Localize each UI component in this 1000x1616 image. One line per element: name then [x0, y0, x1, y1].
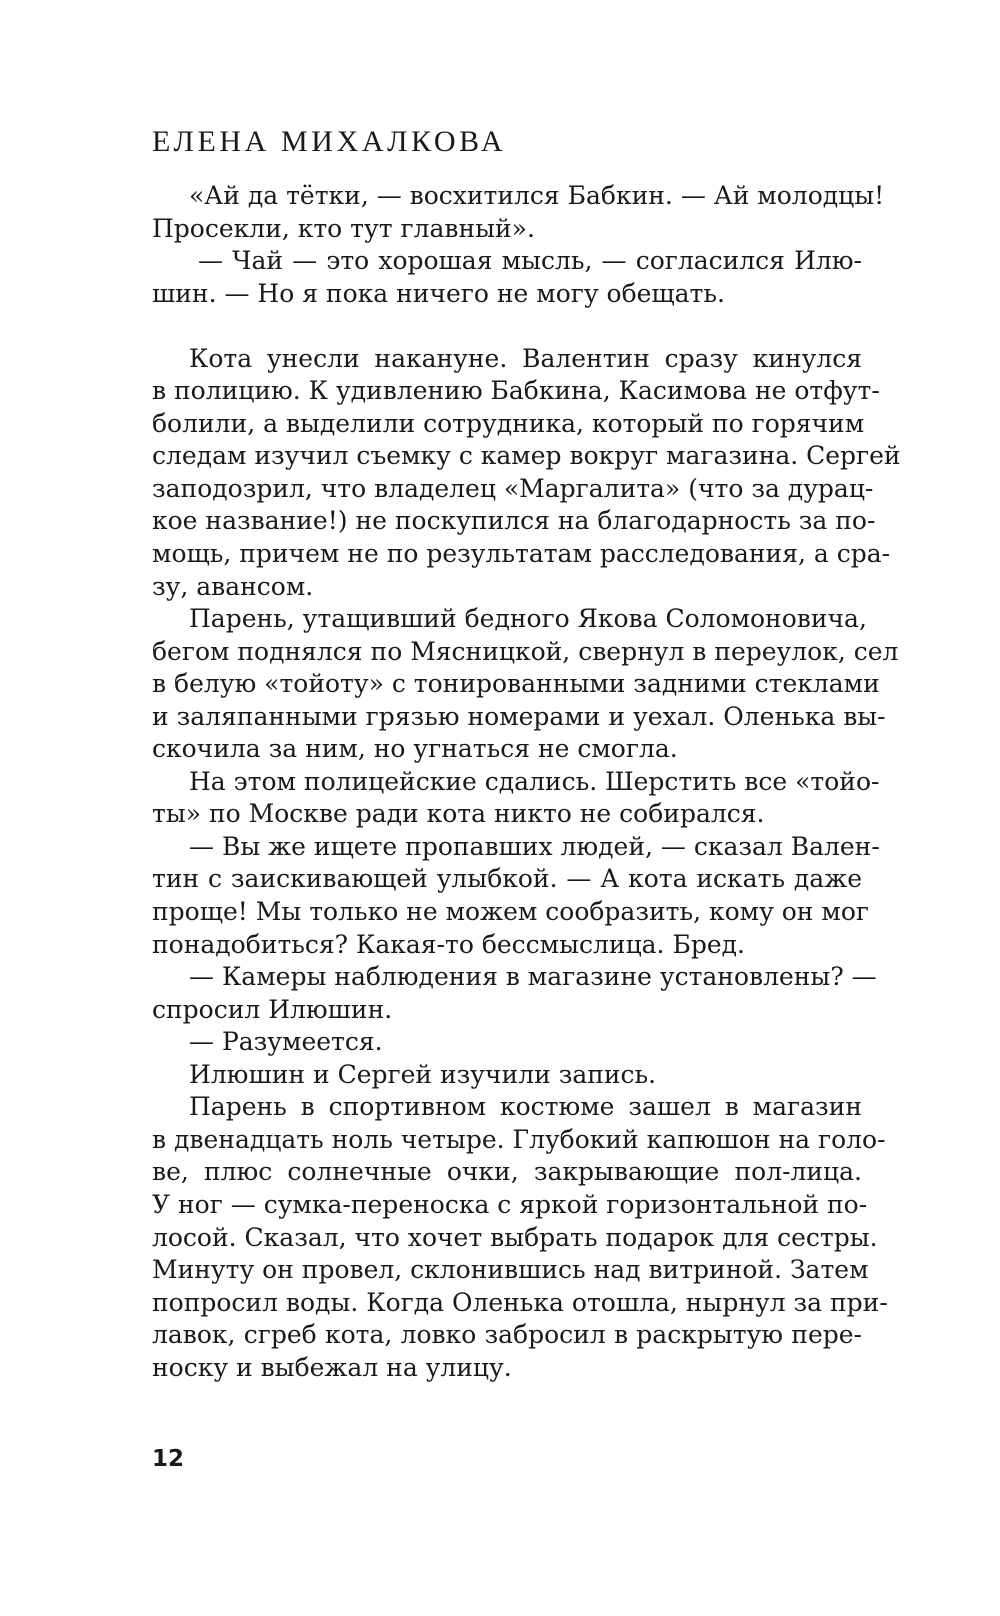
text-line: ве, плюс солнечные очки, закрывающие пол-лица. — [152, 1157, 862, 1187]
text-line: в двенадцать ноль четыре. Глубокий капюшон на голо- — [152, 1124, 886, 1154]
section-break — [152, 310, 862, 343]
text-line: — Разумеется. — [189, 1027, 383, 1057]
text-line: носку и выбежал на улицу. — [152, 1352, 512, 1382]
text-line: — Вы же ищете пропавших людей, — сказал Вален- — [189, 831, 880, 861]
text-line: в белую «тойоту» с тонированными задними стеклами — [152, 669, 880, 699]
text-line: зу, авансом. — [152, 571, 314, 601]
text-line: У ног — сумка-переноска с яркой горизонтальной по- — [152, 1189, 868, 1219]
page-number: 12 — [152, 1446, 185, 1472]
text-line: Парень в спортивном костюме зашел в магазин — [189, 1092, 862, 1122]
text-line: в полицию. К удивлению Бабкина, Касимова не отфут- — [152, 376, 880, 406]
text-line: болили, а выделили сотрудника, который по горячим — [152, 408, 865, 438]
text-line: «Ай да тётки, — восхитился Бабкин. — Ай молодцы! — [189, 181, 885, 210]
text-line: Илюшин и Сергей изучили запись. — [189, 1059, 657, 1089]
text-line: скочила за ним, но угнаться не смогла. — [152, 734, 678, 764]
text-line: шин. — Но я пока ничего не могу обещать. — [152, 278, 725, 308]
text-line: Просекли, кто тут главный». — [152, 213, 535, 243]
running-head-author: ЕЛЕНА МИХАЛКОВА — [152, 125, 507, 158]
text-line: ты» по Москве ради кота никто не собирался. — [152, 799, 765, 829]
text-line: лавок, сгреб кота, ловко забросил в раскрытую пере- — [152, 1320, 862, 1350]
text-line: спросил Илюшин. — [152, 994, 393, 1024]
text-line: заподозрил, что владелец «Маргалита» (что за дурац- — [152, 473, 874, 503]
text-line: — Чай — это хорошая мысль, — согласился Илю- — [198, 246, 862, 276]
text-line: бегом поднялся по Мясницкой, свернул в переулок, сел — [152, 636, 899, 666]
text-line: и заляпанными грязью номерами и уехал. Оленька вы- — [152, 701, 886, 731]
text-line: кое название!) не поскупился на благодарность за по- — [152, 506, 876, 536]
text-line: проще! Мы только не можем сообразить, кому он мог — [152, 897, 870, 927]
text-line: попросил воды. Когда Оленька отошла, нырнул за при- — [152, 1287, 888, 1317]
text-line: — Камеры наблюдения в магазине установлены? — — [189, 962, 877, 992]
text-line: мощь, причем не по результатам расследования, а сра- — [152, 539, 891, 569]
text-line: Кота унесли накануне. Валентин сразу кинулся — [189, 343, 862, 373]
text-line: тин с заискивающей улыбкой. — А кота искать даже — [152, 864, 862, 894]
text-line: Минуту он провел, склонившись над витриной. Затем — [152, 1255, 869, 1285]
text-line: Парень, утащивший бедного Якова Соломоновича, — [189, 604, 867, 634]
text-line: На этом полицейские сдались. Шерстить все «тойо- — [189, 766, 880, 796]
body-text — [152, 180, 901, 1384]
text-line: понадобиться? Какая-то бессмыслица. Бред. — [152, 929, 745, 959]
text-line: следам изучил съемку с камер вокруг магазина. Сергей — [152, 441, 901, 471]
text-line: лосой. Сказал, что хочет выбрать подарок для сестры. — [152, 1222, 878, 1252]
